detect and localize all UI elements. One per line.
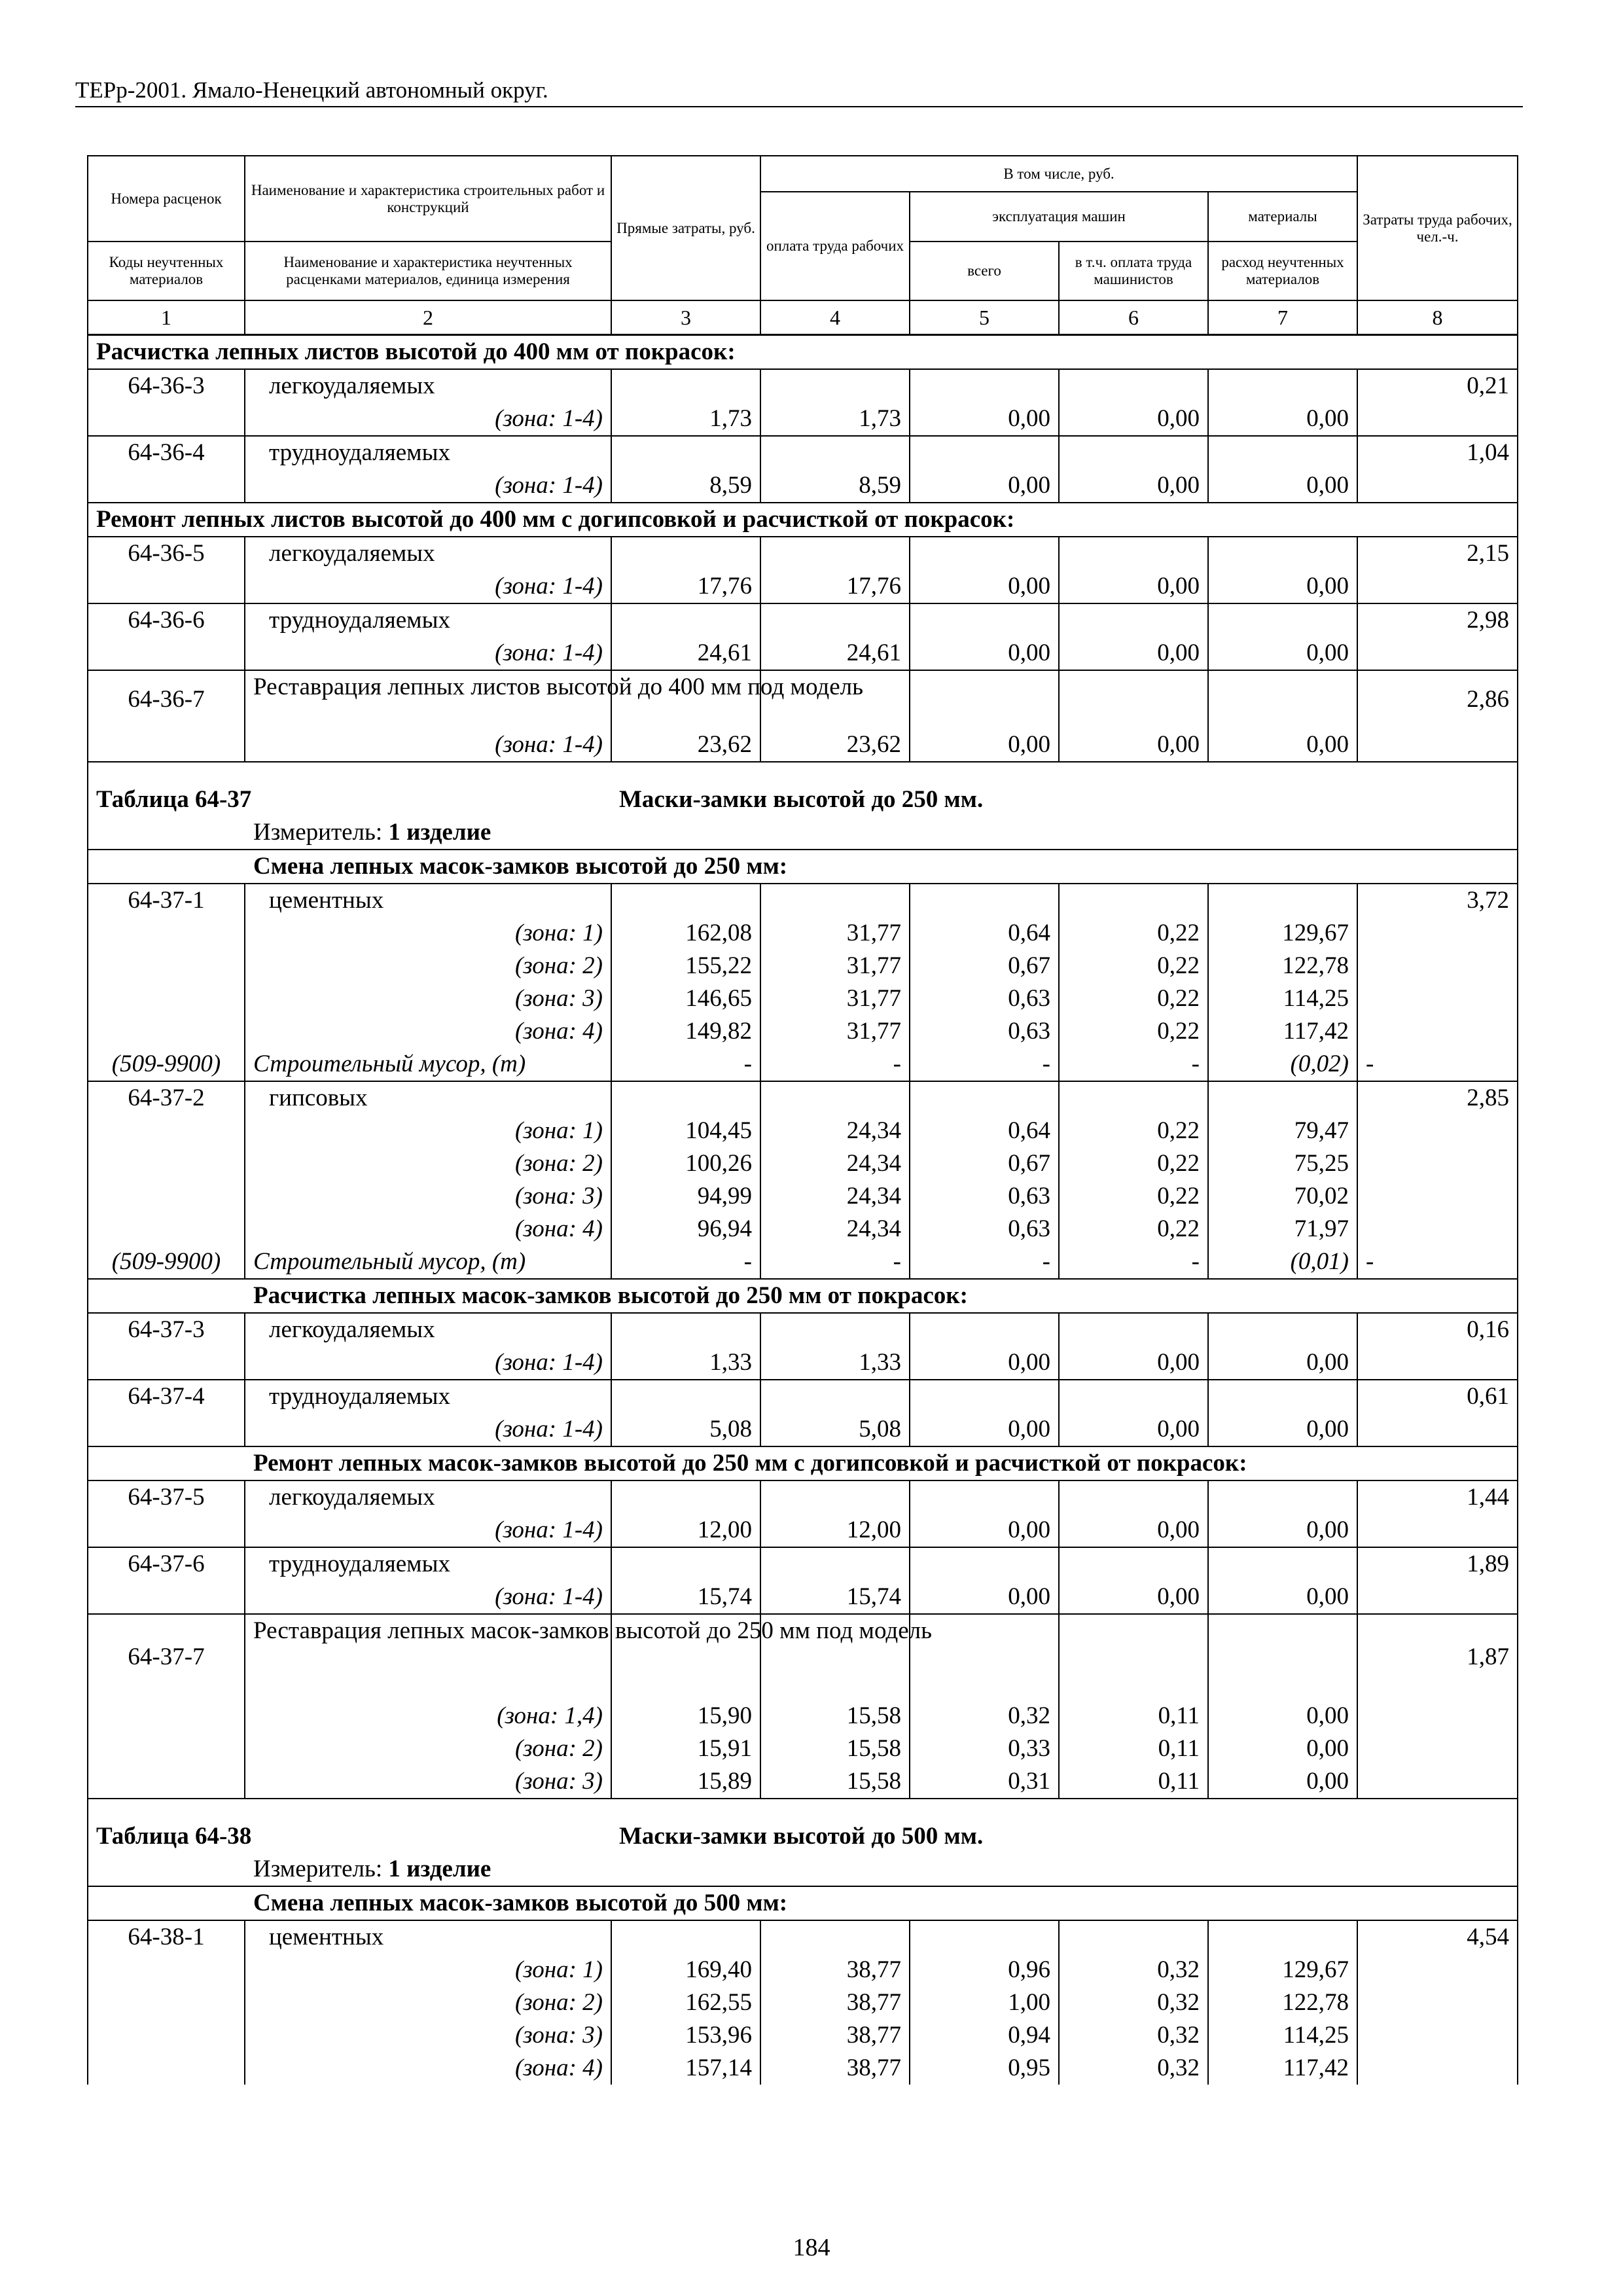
- zone-label: (зона: 1-4): [245, 1346, 611, 1380]
- zone-label: (зона: 3): [245, 982, 611, 1015]
- col-materials-unacc-header: расход неучтенных материалов: [1208, 242, 1357, 300]
- materials-cost: 0,00: [1208, 637, 1357, 670]
- measure-value: 1 изделие: [388, 819, 491, 846]
- measure-value: 1 изделие: [388, 1856, 491, 1882]
- labor-value: 0,21: [1357, 369, 1518, 403]
- zone-label: (зона: 1-4): [245, 570, 611, 603]
- direct-cost: 94,99: [611, 1180, 760, 1213]
- labor-value: 1,87: [1357, 1614, 1518, 1700]
- material-code: (509-9900): [88, 1246, 245, 1279]
- materials-cost: 0,00: [1208, 403, 1357, 436]
- materials-cost: 114,25: [1208, 2019, 1357, 2052]
- rate-name: Реставрация лепных масок-замков высотой до 250 мм под модель: [245, 1614, 611, 1700]
- machines-cost: 0,00: [910, 637, 1059, 670]
- machinist-wages: 0,22: [1059, 1015, 1208, 1048]
- machinist-wages: 0,22: [1059, 982, 1208, 1015]
- direct-cost: 15,91: [611, 1732, 760, 1765]
- materials-cost: 117,42: [1208, 1015, 1357, 1048]
- wages-cost: 1,73: [760, 403, 910, 436]
- col-machines-total-header: всего: [910, 242, 1059, 300]
- machines-cost: 1,00: [910, 1986, 1059, 2019]
- materials-cost: 79,47: [1208, 1115, 1357, 1147]
- zone-label: (зона: 4): [245, 1213, 611, 1246]
- direct-cost: 157,14: [611, 2052, 760, 2085]
- labor-value: 2,85: [1357, 1081, 1518, 1115]
- zone-label: (зона: 1): [245, 1954, 611, 1986]
- zone-label: (зона: 4): [245, 2052, 611, 2085]
- direct-cost: 15,90: [611, 1700, 760, 1732]
- machinist-wages: 0,32: [1059, 1986, 1208, 2019]
- table-header: [88, 156, 1518, 335]
- materials-cost: 122,78: [1208, 950, 1357, 982]
- rate-code: 64-36-3: [88, 369, 245, 403]
- table-label: Таблица 64-38: [88, 1799, 611, 1853]
- direct-cost: 162,08: [611, 917, 760, 950]
- machines-cost: 0,00: [910, 728, 1059, 762]
- direct-cost: 104,45: [611, 1115, 760, 1147]
- machines-cost: 0,00: [910, 469, 1059, 503]
- machinist-wages: -: [1059, 1246, 1208, 1279]
- wages-cost: 15,74: [760, 1581, 910, 1614]
- materials-cost: 70,02: [1208, 1180, 1357, 1213]
- direct-cost: 100,26: [611, 1147, 760, 1180]
- wages-cost: 15,58: [760, 1732, 910, 1765]
- rate-code: 64-37-1: [88, 884, 245, 917]
- machinist-wages: 0,00: [1059, 1514, 1208, 1547]
- direct-cost: 149,82: [611, 1015, 760, 1048]
- col-machines-wages-header: в т.ч. оплата труда машинистов: [1059, 242, 1208, 300]
- machines-cost: 0,00: [910, 1581, 1059, 1614]
- machinist-wages: 0,22: [1059, 1180, 1208, 1213]
- rate-name: легкоудаляемых: [245, 369, 611, 403]
- labor-value: 2,15: [1357, 537, 1518, 570]
- rate-name: трудноудаляемых: [245, 603, 611, 637]
- labor-value: 0,61: [1357, 1380, 1518, 1413]
- direct-cost: 8,59: [611, 469, 760, 503]
- labor-value: 2,98: [1357, 603, 1518, 637]
- wages-cost: 38,77: [760, 1986, 910, 2019]
- direct-cost: -: [611, 1246, 760, 1279]
- direct-cost: 96,94: [611, 1213, 760, 1246]
- direct-cost: 24,61: [611, 637, 760, 670]
- zone-label: (зона: 1-4): [245, 1581, 611, 1614]
- machinist-wages: 0,22: [1059, 950, 1208, 982]
- wages-cost: 15,58: [760, 1700, 910, 1732]
- materials-cost: 0,00: [1208, 1732, 1357, 1765]
- machines-cost: 0,31: [910, 1765, 1059, 1799]
- wages-cost: 12,00: [760, 1514, 910, 1547]
- machines-cost: 0,67: [910, 1147, 1059, 1180]
- machinist-wages: 0,00: [1059, 1346, 1208, 1380]
- rates-table: [87, 155, 1517, 2162]
- rate-code: 64-36-4: [88, 436, 245, 469]
- machinist-wages: 0,00: [1059, 570, 1208, 603]
- materials-cost: 129,67: [1208, 917, 1357, 950]
- section-title: Расчистка лепных масок-замков высотой до 250 мм от покрасок:: [88, 1279, 1518, 1313]
- machines-cost: 0,00: [910, 403, 1059, 436]
- section-title: Ремонт лепных листов высотой до 400 мм с догипсовкой и расчисткой от покрасок:: [88, 503, 1518, 537]
- materials-cost: 0,00: [1208, 1581, 1357, 1614]
- machinist-wages: 0,11: [1059, 1700, 1208, 1732]
- wages-cost: 15,58: [760, 1765, 910, 1799]
- rate-name: трудноудаляемых: [245, 1547, 611, 1581]
- col-number: 8: [1357, 300, 1518, 335]
- labor-value: 0,16: [1357, 1313, 1518, 1346]
- wages-cost: -: [760, 1246, 910, 1279]
- rate-code: 64-36-5: [88, 537, 245, 570]
- measure-label: Измеритель:: [253, 1856, 383, 1882]
- col-machines-header: эксплуатация машин: [910, 192, 1208, 242]
- table-title: Маски-замки высотой до 250 мм.: [611, 762, 1518, 816]
- direct-cost: 17,76: [611, 570, 760, 603]
- col-wages-header: оплата труда рабочих: [760, 192, 910, 300]
- machinist-wages: 0,32: [1059, 2019, 1208, 2052]
- machines-cost: 0,00: [910, 1413, 1059, 1446]
- labor-value: 3,72: [1357, 884, 1518, 917]
- machines-cost: -: [910, 1246, 1059, 1279]
- direct-cost: 23,62: [611, 728, 760, 762]
- machines-cost: 0,67: [910, 950, 1059, 982]
- materials-cost: 129,67: [1208, 1954, 1357, 1986]
- zone-label: (зона: 3): [245, 2019, 611, 2052]
- materials-cost: 0,00: [1208, 570, 1357, 603]
- machines-cost: 0,63: [910, 982, 1059, 1015]
- machinist-wages: 0,11: [1059, 1732, 1208, 1765]
- zone-label: (зона: 2): [245, 1732, 611, 1765]
- rate-name: трудноудаляемых: [245, 436, 611, 469]
- rate-name: Реставрация лепных листов высотой до 400 мм под модель: [245, 670, 611, 728]
- wages-cost: 24,34: [760, 1147, 910, 1180]
- wages-cost: 38,77: [760, 1954, 910, 1986]
- rate-code: 64-37-5: [88, 1480, 245, 1514]
- machinist-wages: 0,00: [1059, 637, 1208, 670]
- machinist-wages: 0,00: [1059, 728, 1208, 762]
- labor-value: -: [1357, 1246, 1518, 1279]
- materials-cost: 122,78: [1208, 1986, 1357, 2019]
- col-labor-header: Затраты труда рабочих, чел.-ч.: [1357, 156, 1518, 300]
- rate-code: 64-37-6: [88, 1547, 245, 1581]
- wages-cost: 38,77: [760, 2019, 910, 2052]
- running-header: ТЕРр-2001. Ямало-Ненецкий автономный округ.: [75, 77, 548, 103]
- rate-code: 64-37-4: [88, 1380, 245, 1413]
- zone-label: (зона: 1-4): [245, 1413, 611, 1446]
- materials-cost: 0,00: [1208, 1346, 1357, 1380]
- measure-label: Измеритель:: [253, 819, 383, 846]
- rate-code: 64-36-6: [88, 603, 245, 637]
- wages-cost: 38,77: [760, 2052, 910, 2085]
- zone-label: (зона: 1): [245, 1115, 611, 1147]
- page-number: 184: [793, 2234, 830, 2261]
- machines-cost: 0,64: [910, 917, 1059, 950]
- material-consumption: (0,02): [1208, 1048, 1357, 1081]
- col-number: 1: [88, 300, 245, 335]
- col-number: 3: [611, 300, 760, 335]
- labor-value: 1,44: [1357, 1480, 1518, 1514]
- wages-cost: 24,34: [760, 1180, 910, 1213]
- machines-cost: 0,32: [910, 1700, 1059, 1732]
- machinist-wages: 0,22: [1059, 917, 1208, 950]
- direct-cost: 1,73: [611, 403, 760, 436]
- machinist-wages: 0,22: [1059, 1115, 1208, 1147]
- zone-label: (зона: 3): [245, 1180, 611, 1213]
- measure-line: [88, 1853, 1518, 1886]
- material-code: (509-9900): [88, 1048, 245, 1081]
- materials-cost: 0,00: [1208, 728, 1357, 762]
- zone-label: (зона: 2): [245, 950, 611, 982]
- table-title: Маски-замки высотой до 500 мм.: [611, 1799, 1518, 1853]
- col-number: 5: [910, 300, 1059, 335]
- col-materials-header: материалы: [1208, 192, 1357, 242]
- zone-label: (зона: 3): [245, 1765, 611, 1799]
- col-direct-header: Прямые затраты, руб.: [611, 156, 760, 300]
- col-incl-header: В том числе, руб.: [760, 156, 1357, 192]
- machines-cost: 0,33: [910, 1732, 1059, 1765]
- machinist-wages: 0,22: [1059, 1147, 1208, 1180]
- rate-name: цементных: [245, 1920, 611, 1954]
- rate-name: цементных: [245, 884, 611, 917]
- col-number: 4: [760, 300, 910, 335]
- wages-cost: 5,08: [760, 1413, 910, 1446]
- machines-cost: 0,94: [910, 2019, 1059, 2052]
- wages-cost: 31,77: [760, 950, 910, 982]
- zone-label: (зона: 1): [245, 917, 611, 950]
- materials-cost: 71,97: [1208, 1213, 1357, 1246]
- direct-cost: 15,74: [611, 1581, 760, 1614]
- wages-cost: 8,59: [760, 469, 910, 503]
- measure-line: [88, 816, 1518, 850]
- machines-cost: 0,63: [910, 1015, 1059, 1048]
- materials-cost: 117,42: [1208, 2052, 1357, 2085]
- machines-cost: 0,96: [910, 1954, 1059, 1986]
- machines-cost: 0,95: [910, 2052, 1059, 2085]
- zone-label: (зона: 2): [245, 1147, 611, 1180]
- col-matname-header: Наименование и характеристика неучтенных расценками материалов, единица измерения: [245, 242, 611, 300]
- machines-cost: -: [910, 1048, 1059, 1081]
- zone-label: (зона: 1,4): [245, 1700, 611, 1732]
- col-matcode-header: Коды неучтенных материалов: [88, 242, 245, 300]
- machines-cost: 0,64: [910, 1115, 1059, 1147]
- direct-cost: -: [611, 1048, 760, 1081]
- direct-cost: 153,96: [611, 2019, 760, 2052]
- wages-cost: 31,77: [760, 982, 910, 1015]
- wages-cost: 1,33: [760, 1346, 910, 1380]
- zone-label: (зона: 1-4): [245, 403, 611, 436]
- materials-cost: 0,00: [1208, 1413, 1357, 1446]
- rate-code: 64-37-2: [88, 1081, 245, 1115]
- machinist-wages: 0,32: [1059, 2052, 1208, 2085]
- rate-code: 64-36-7: [88, 670, 245, 728]
- direct-cost: 15,89: [611, 1765, 760, 1799]
- materials-cost: 0,00: [1208, 1765, 1357, 1799]
- zone-label: (зона: 1-4): [245, 728, 611, 762]
- machinist-wages: 0,00: [1059, 1581, 1208, 1614]
- machinist-wages: -: [1059, 1048, 1208, 1081]
- col-number: 2: [245, 300, 611, 335]
- labor-value: 1,89: [1357, 1547, 1518, 1581]
- wages-cost: 17,76: [760, 570, 910, 603]
- col-code-header: Номера расценок: [88, 156, 245, 242]
- table-body: [88, 335, 1518, 2085]
- materials-cost: 114,25: [1208, 982, 1357, 1015]
- machinist-wages: 0,11: [1059, 1765, 1208, 1799]
- col-number: 7: [1208, 300, 1357, 335]
- machines-cost: 0,00: [910, 1346, 1059, 1380]
- zone-label: (зона: 4): [245, 1015, 611, 1048]
- rate-name: легкоудаляемых: [245, 1480, 611, 1514]
- direct-cost: 1,33: [611, 1346, 760, 1380]
- material-name: Строительный мусор, (т): [245, 1048, 611, 1081]
- section-title: Смена лепных масок-замков высотой до 500 мм:: [88, 1886, 1518, 1920]
- wages-cost: 24,34: [760, 1115, 910, 1147]
- rate-code: 64-38-1: [88, 1920, 245, 1954]
- materials-cost: 0,00: [1208, 1700, 1357, 1732]
- machinist-wages: 0,00: [1059, 403, 1208, 436]
- wages-cost: 31,77: [760, 1015, 910, 1048]
- machines-cost: 0,00: [910, 570, 1059, 603]
- header-rule: [75, 106, 1523, 107]
- materials-cost: 0,00: [1208, 1514, 1357, 1547]
- labor-value: 4,54: [1357, 1920, 1518, 1954]
- rate-code: 64-37-7: [88, 1614, 245, 1700]
- section-title: Смена лепных масок-замков высотой до 250 мм:: [88, 850, 1518, 884]
- machines-cost: 0,63: [910, 1180, 1059, 1213]
- zone-label: (зона: 1-4): [245, 1514, 611, 1547]
- direct-cost: 155,22: [611, 950, 760, 982]
- machines-cost: 0,63: [910, 1213, 1059, 1246]
- wages-cost: 24,34: [760, 1213, 910, 1246]
- labor-value: -: [1357, 1048, 1518, 1081]
- wages-cost: 24,61: [760, 637, 910, 670]
- rate-name: гипсовых: [245, 1081, 611, 1115]
- wages-cost: -: [760, 1048, 910, 1081]
- labor-value: 2,86: [1357, 670, 1518, 728]
- col-number: 6: [1059, 300, 1208, 335]
- machinist-wages: 0,00: [1059, 1413, 1208, 1446]
- direct-cost: 12,00: [611, 1514, 760, 1547]
- direct-cost: 146,65: [611, 982, 760, 1015]
- material-consumption: (0,01): [1208, 1246, 1357, 1279]
- zone-label: (зона: 2): [245, 1986, 611, 2019]
- rate-name: легкоудаляемых: [245, 1313, 611, 1346]
- table-label: Таблица 64-37: [88, 762, 611, 816]
- section-title: Ремонт лепных масок-замков высотой до 250 мм с догипсовкой и расчисткой от покрасок:: [88, 1446, 1518, 1480]
- material-name: Строительный мусор, (т): [245, 1246, 611, 1279]
- direct-cost: 169,40: [611, 1954, 760, 1986]
- rate-name: легкоудаляемых: [245, 537, 611, 570]
- machinist-wages: 0,00: [1059, 469, 1208, 503]
- rate-name: трудноудаляемых: [245, 1380, 611, 1413]
- materials-cost: 75,25: [1208, 1147, 1357, 1180]
- machinist-wages: 0,32: [1059, 1954, 1208, 1986]
- machines-cost: 0,00: [910, 1514, 1059, 1547]
- wages-cost: 23,62: [760, 728, 910, 762]
- direct-cost: 5,08: [611, 1413, 760, 1446]
- rate-code: 64-37-3: [88, 1313, 245, 1346]
- col-name-header: Наименование и характеристика строительных работ и конструкций: [245, 156, 611, 242]
- zone-label: (зона: 1-4): [245, 469, 611, 503]
- materials-cost: 0,00: [1208, 469, 1357, 503]
- direct-cost: 162,55: [611, 1986, 760, 2019]
- machinist-wages: 0,22: [1059, 1213, 1208, 1246]
- wages-cost: 31,77: [760, 917, 910, 950]
- section-title: Расчистка лепных листов высотой до 400 мм от покрасок:: [88, 335, 1518, 370]
- zone-label: (зона: 1-4): [245, 637, 611, 670]
- labor-value: 1,04: [1357, 436, 1518, 469]
